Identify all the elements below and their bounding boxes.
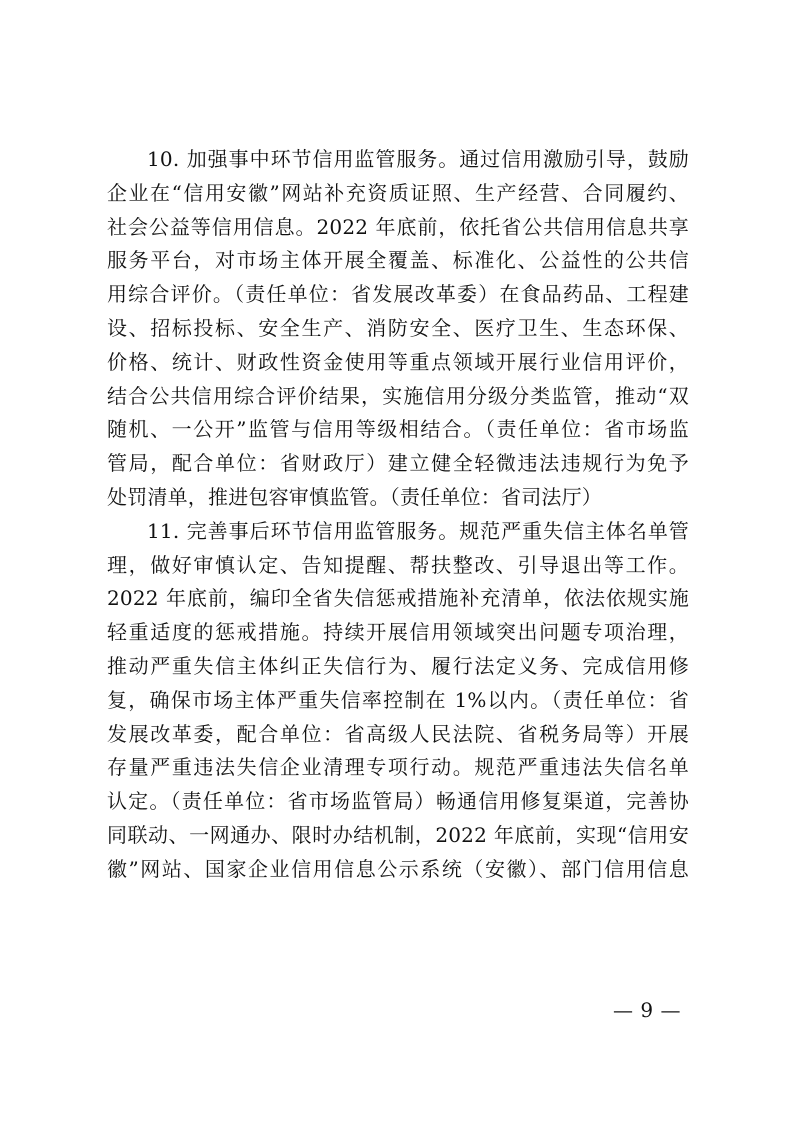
paragraph-10-line-5: 用综合评价。（责任单位：省发展改革委）在食品药品、工程建: [107, 282, 689, 307]
paragraph-10-line-2: 企业在“信用安徽”网站补充资质证照、生产经营、合同履约、: [107, 180, 689, 205]
paragraph-11-line-2: 理，做好审慎认定、告知提醒、帮扶整改、引导退出等工作。: [107, 552, 689, 577]
paragraph-10-line-6: 设、招标投标、安全生产、消防安全、医疗卫生、生态环保、: [107, 315, 689, 340]
paragraph-11-line-11: 徽”网站、国家企业信用信息公示系统（安徽）、部门信用信息: [107, 856, 689, 881]
body-text: [107, 143, 689, 887]
paragraph-10-line-8: 结合公共信用综合评价结果，实施信用分级分类监管，推动“双: [107, 383, 689, 408]
paragraph-10-line-7: 价格、统计、财政性资金使用等重点领域开展行业信用评价，: [107, 349, 689, 374]
paragraph-11-line-1: 11. 完善事后环节信用监管服务。规范严重失信主体名单管: [147, 518, 689, 543]
paragraph-11-line-7: 发展改革委，配合单位：省高级人民法院、省税务局等）开展: [107, 721, 689, 746]
paragraph-11-line-6: 复，确保市场主体严重失信率控制在 1%以内。（责任单位：省: [107, 687, 689, 712]
paragraph-10-line-1: 10. 加强事中环节信用监管服务。通过信用激励引导，鼓励: [147, 147, 689, 171]
paragraph-11-line-10: 同联动、一网通办、限时办结机制，2022 年底前，实现“信用安: [107, 822, 689, 847]
paragraph-11-line-9: 认定。（责任单位：省市场监管局）畅通信用修复渠道，完善协: [107, 789, 689, 814]
paragraph-11-line-3: 2022 年底前，编印全省失信惩戒措施补充清单，依法依规实施: [107, 586, 689, 611]
paragraph-10-line-9: 随机、一公开”监管与信用等级相结合。（责任单位：省市场监: [107, 417, 689, 442]
paragraph-10-line-10: 管局，配合单位：省财政厅）建立健全轻微违法违规行为免予: [107, 451, 689, 476]
paragraph-10-line-4: 服务平台，对市场主体开展全覆盖、标准化、公益性的公共信: [107, 248, 689, 273]
paragraph-11-line-5: 推动严重失信主体纠正失信行为、履行法定义务、完成信用修: [107, 653, 689, 678]
page-number: — 9 —: [613, 998, 681, 1022]
paragraph-10-line-3: 社会公益等信用信息。2022 年底前，依托省公共信用信息共享: [107, 214, 689, 239]
paragraph-10-line-11: 处罚清单，推进包容审慎监管。（责任单位：省司法厅）: [107, 484, 602, 509]
paragraph-11-line-4: 轻重适度的惩戒措施。持续开展信用领域突出问题专项治理，: [107, 620, 689, 645]
paragraph-11-line-8: 存量严重违法失信企业清理专项行动。规范严重违法失信名单: [107, 755, 689, 780]
